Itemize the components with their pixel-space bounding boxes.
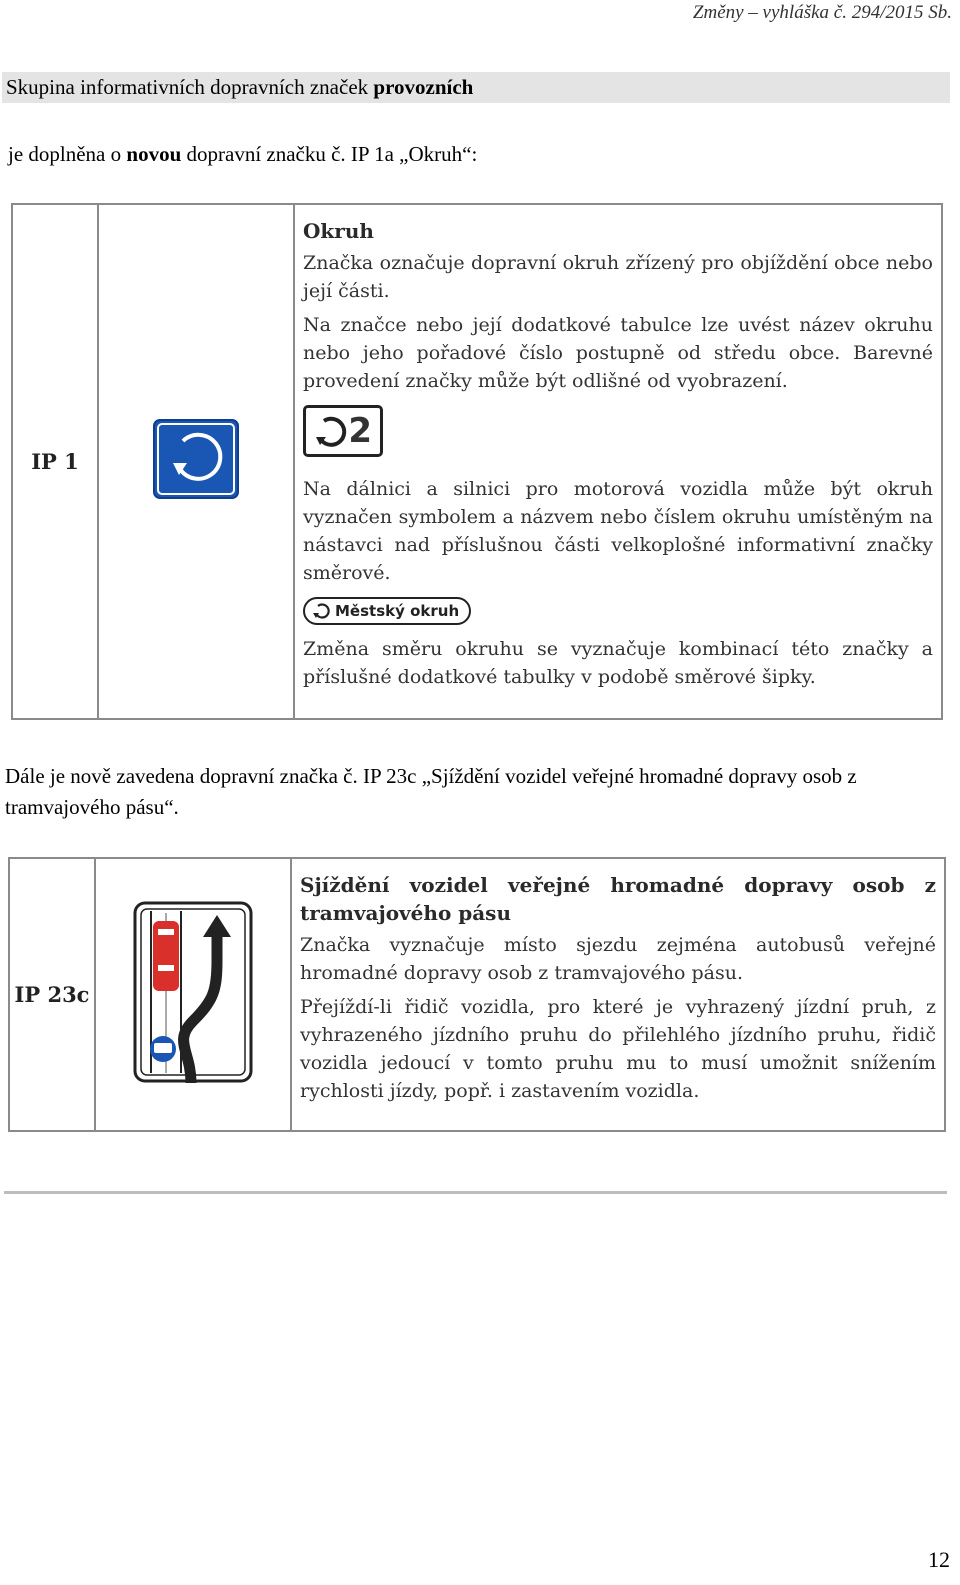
sign-table-ip1: [11, 203, 943, 720]
sign-description-ip23c: [291, 858, 945, 1131]
sign-code-ip1: IP 1: [12, 204, 98, 719]
city-ring-badge-label: Městský okruh: [335, 602, 460, 620]
sign-image-cell-ip1: [98, 204, 294, 719]
running-title: Změny – vyhláška č. 294/2015 Sb.: [692, 2, 952, 23]
ring-road-sign-icon: [153, 419, 239, 499]
ip23c-paragraph-2: Přejíždí-li řidič vozidla, pro které je vyhrazený jízdní pruh, z vyhrazeného jízdního pruhu do přilehlého jízdního pruhu, řidič vozidla jedoucí v tomto pruhu mu to musí umožnit snížením rychlosti jízdy, popř. i zastavením vozidla.: [300, 996, 936, 1102]
intro1-after: dopravní značku č. IP 1a „Okruh“:: [181, 142, 478, 166]
sign-code-ip23c: IP 23c: [9, 858, 95, 1131]
tram-lane-exit-sign-icon: [133, 901, 253, 1083]
intro1-before: je doplněna o: [8, 142, 127, 166]
intro1-bold: novou: [126, 142, 182, 166]
ip1-paragraph-change: Změna směru okruhu se vyznačuje kombinací této značky a příslušné dodatkové tabulky v podobě směrové šipky.: [303, 638, 933, 688]
ip1-paragraph-motorway: Na dálnici a silnici pro motorová vozidla může být okruh vyznačen symbolem a názvem nebo číslem okruhu umístěným na nástavci nad příslušnou části velkoplošné informativní značky směrové.: [303, 478, 933, 584]
ip23c-paragraph-1: Značka vyznačuje místo sjezdu zejména autobusů veřejné hromadné dopravy osob z tramvajového pásu.: [300, 934, 936, 984]
page-number: 12: [928, 1547, 950, 1572]
sign-image-cell-ip23c: [95, 858, 291, 1131]
section-heading-bold: provozních: [373, 75, 474, 99]
city-ring-badge: [303, 597, 471, 625]
intro-paragraph-1: [8, 140, 477, 168]
ip1-paragraph-1: Značka označuje dopravní okruh zřízený pro objíždění obce nebo její části.: [303, 252, 933, 302]
sign-title-ip23c: Sjíždění vozidel veřejné hromadné dopravy osob z tramvajového pásu: [300, 873, 936, 925]
sign-description-ip1: [294, 204, 942, 719]
ring-number-symbol: [303, 405, 383, 457]
sign-title-ip1: Okruh: [303, 219, 374, 243]
small-ring-arrow-icon: [311, 602, 331, 620]
ip1-paragraph-2: Na značce nebo její dodatkové tabulce lze uvést název okruhu nebo jeho pořadové číslo postupně od středu obce. Barevné provedení značky může být odlišné od vyobrazení.: [303, 314, 933, 392]
horizontal-rule: [4, 1191, 947, 1194]
ring-arrow-icon: [310, 411, 348, 451]
section-heading: [2, 72, 950, 103]
ring-number: 2: [348, 411, 372, 451]
intro-paragraph-2: Dále je nově zavedena dopravní značka č. IP 23c „Sjíždění vozidel veřejné hromadné dopravy osob z tramvajového pásu“.: [5, 764, 857, 819]
sign-table-ip23c: [8, 857, 946, 1132]
section-heading-label: Skupina informativních dopravních značek: [6, 75, 369, 99]
